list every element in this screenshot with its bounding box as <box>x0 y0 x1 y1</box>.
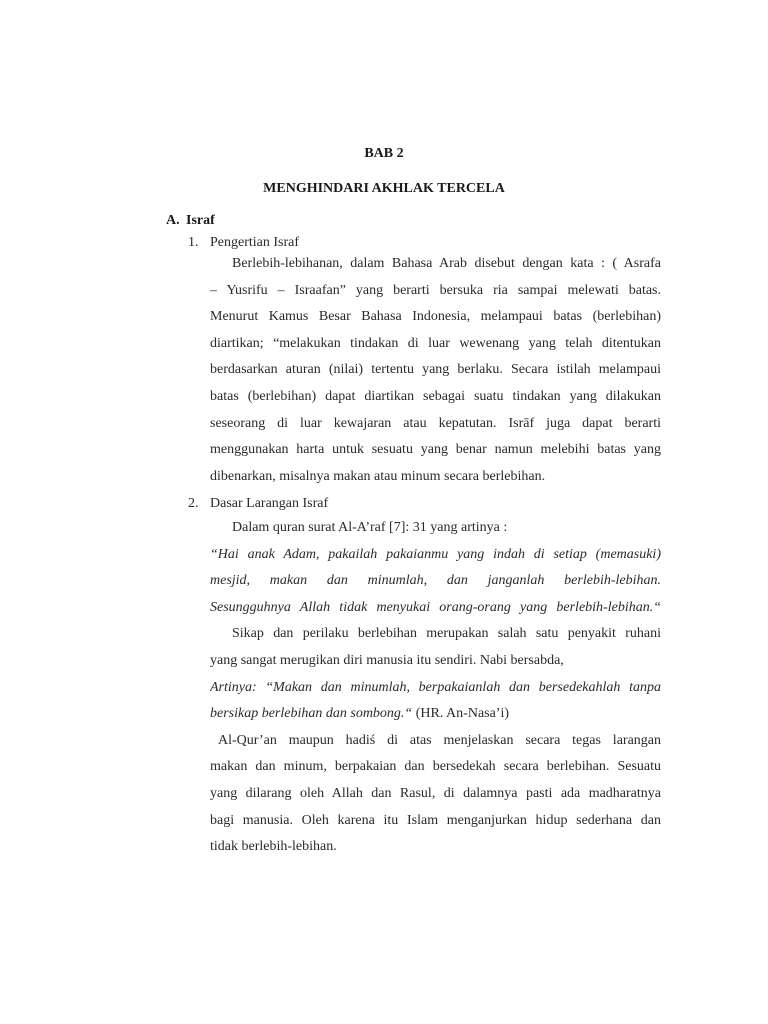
text-line: diartikan; “melakukan tindakan di luar wewenang yang telah ditentukan <box>210 335 661 351</box>
hadith-line <box>210 701 661 728</box>
text-line: Menurut Kamus Besar Bahasa Indonesia, melampaui batas (berlebihan) <box>210 309 661 325</box>
text-line: berdasarkan aturan (nilai) tertentu yang berlaku. Secara istilah melampaui <box>210 362 661 378</box>
text-line: tidak berlebih-lebihan. <box>210 839 337 855</box>
hadith-text: bersikap berlebihan dan sombong.“ <box>210 706 413 722</box>
text-line: seseorang di luar kewajaran atau kepatutan. Isrāf juga dapat berarti <box>210 415 661 431</box>
text-line: dibenarkan, misalnya makan atau minum secara berlebihan. <box>210 468 546 484</box>
paragraph-dasar <box>210 515 661 861</box>
chapter-label: BAB 2 <box>364 146 404 161</box>
list-item-title: Dasar Larangan Israf <box>210 496 329 511</box>
section-title: Israf <box>186 213 215 228</box>
text-line: Berlebih-lebihanan, dalam Bahasa Arab disebut dengan kata : ( Asrafa <box>232 256 661 271</box>
text-line: Al-Qur’an maupun hadiś di atas menjelaskan secara tegas larangan <box>218 732 661 748</box>
text-line: makan dan minum, berpakaian dan bersedekah secara berlebihan. Sesuatu <box>210 759 661 775</box>
list-number: 1. <box>188 235 199 250</box>
paragraph-pengertian <box>210 251 661 490</box>
hadith-line: Artinya: “Makan dan minumlah, berpakaianlah dan bersedekahlah tanpa <box>210 679 661 695</box>
text-line: – Yusrifu – Israafan” yang berarti bersuka ria sampai melewati batas. <box>210 282 661 298</box>
quote-line: mesjid, makan dan minumlah, dan janganlah berlebih-lebihan. <box>210 573 661 589</box>
section-marker: A. <box>166 213 180 228</box>
list-item-title: Pengertian Israf <box>210 235 300 250</box>
text-line: yang sangat merugikan diri manusia itu sendiri. Nabi bersabda, <box>210 652 564 668</box>
section-heading <box>166 213 215 229</box>
text-line: Dalam quran surat Al-A’raf [7]: 31 yang artinya : <box>232 520 508 535</box>
list-item-2-heading <box>188 496 328 512</box>
list-number: 2. <box>188 496 199 511</box>
hadith-source: (HR. An-Nasa’i) <box>412 706 510 722</box>
text-line: bagi manusia. Oleh karena itu Islam menganjurkan hidup sederhana dan <box>210 812 661 828</box>
chapter-title: MENGHINDARI AKHLAK TERCELA <box>263 181 505 196</box>
text-line: batas (berlebihan) dapat diartikan sebagai suatu tindakan yang dilakukan <box>210 388 661 404</box>
quote-line: Sesungguhnya Allah tidak menyukai orang-orang yang berlebih-lebihan.“ <box>210 599 661 615</box>
quote-line: “Hai anak Adam, pakailah pakaianmu yang indah di setiap (memasuki) <box>210 546 661 562</box>
list-item-1-heading <box>188 235 299 251</box>
text-line: menggunakan harta untuk sesuatu yang benar namun melebihi batas yang <box>210 442 661 458</box>
text-line: yang dilarang oleh Allah dan Rasul, di dalamnya pasti ada madharatnya <box>210 785 661 801</box>
text-line: Sikap dan perilaku berlebihan merupakan salah satu penyakit ruhani <box>232 626 661 642</box>
